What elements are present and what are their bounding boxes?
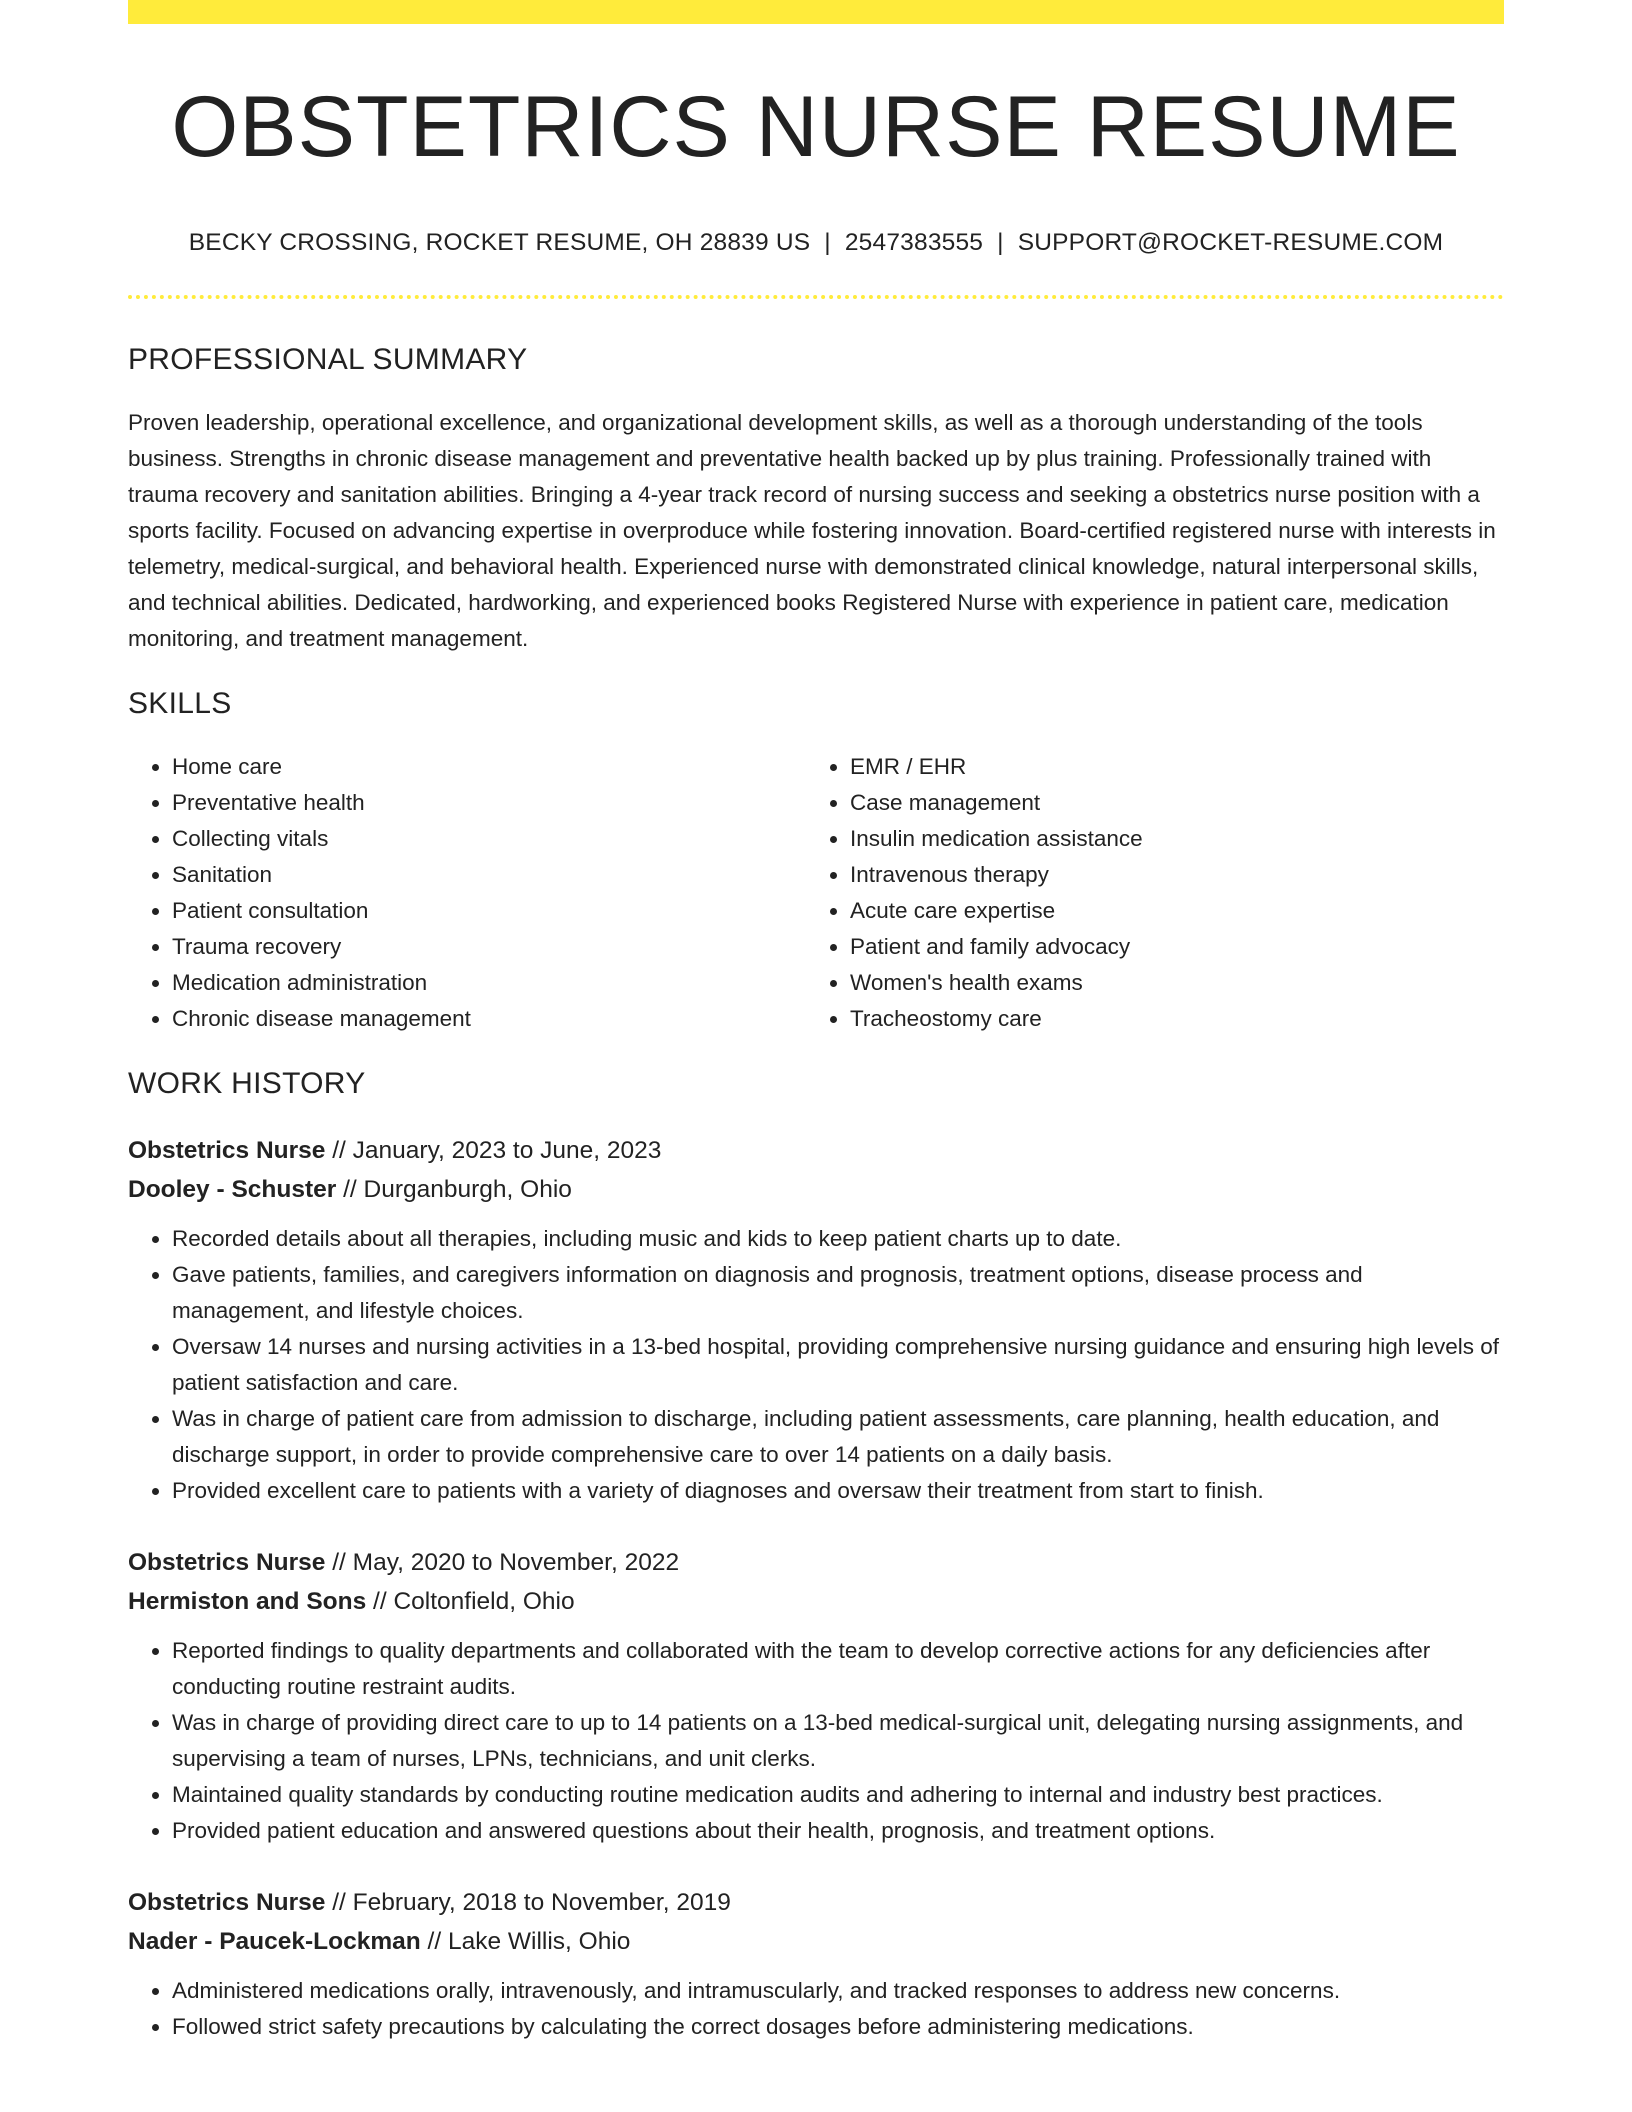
job-role: Obstetrics Nurse [128,1136,326,1164]
job-bullet: • Oversaw 14 nurses and nursing activities in a 13-bed hospital, providing comprehensive nursing guidance and ensuring high levels of patient satisfaction and care. [172,1329,1504,1401]
job-dates: // February, 2018 to November, 2019 [325,1888,731,1916]
job-entry [128,1543,1504,1849]
job-company-line [128,1922,1504,1961]
skill-item: • Intravenous therapy [850,857,1484,893]
work-history-heading: WORK HISTORY [128,1066,366,1100]
job-bullet: • Gave patients, families, and caregivers information on diagnosis and prognosis, treatment options, disease process and management, and lifestyle choices. [172,1257,1504,1329]
contact-line [128,229,1504,257]
skill-item: • Patient and family advocacy [850,929,1484,965]
job-company: Hermiston and Sons [128,1587,367,1615]
skills-list-right [806,749,1484,1037]
summary-heading: PROFESSIONAL SUMMARY [128,342,528,376]
job-bullets [128,1633,1504,1849]
job-role-line [128,1543,1504,1582]
job-bullets [128,1973,1504,2045]
job-bullet: • Administered medications orally, intravenously, and intramuscularly, and tracked responses to address new concerns. [172,1973,1504,2009]
job-dates: // January, 2023 to June, 2023 [325,1136,662,1164]
job-bullets [128,1221,1504,1509]
job-bullet: • Was in charge of providing direct care to up to 14 patients on a 13-bed medical-surgical unit, delegating nursing assignments, and supervising a team of nurses, LPNs, technicians, and unit clerks. [172,1705,1504,1777]
summary-text: Proven leadership, operational excellence, and organizational development skills, as well as a thorough understanding of the tools business. Strengths in chronic disease management and preventative health backed up by plus training. Professionally trained with trauma recovery and sanitation abilities. Bringing a 4-year track record of nursing success and seeking a obstetrics nurse position with a sports facility. Focused on advancing expertise in overproduce while fostering innovation. Board-certified registered nurse with interests in telemetry, medical-surgical, and behavioral health. Experienced nurse with demonstrated clinical knowledge, natural interpersonal skills, and technical abilities. Dedicated, hardworking, and experienced books Registered Nurse with experience in patient care, medication monitoring, and treatment management. [128,409,1496,651]
job-location: // Durganburgh, Ohio [336,1175,572,1203]
job-location: // Lake Willis, Ohio [420,1927,631,1955]
top-accent-bar [128,0,1504,24]
contact-separator: | [997,228,1004,256]
job-entry [128,1883,1504,2045]
job-bullet: • Provided patient education and answered questions about their health, prognosis, and treatment options. [172,1813,1504,1849]
job-role: Obstetrics Nurse [128,1548,326,1576]
skill-item: • Preventative health [172,785,806,821]
header-divider [128,295,1504,299]
job-entry [128,1131,1504,1509]
skill-item: • Collecting vitals [172,821,806,857]
contact-phone: 2547383555 [844,228,984,256]
work-history-section [128,1067,1504,2045]
job-role-line [128,1883,1504,1922]
job-company-line [128,1170,1504,1209]
skill-item: • Women's health exams [850,965,1484,1001]
job-dates: // May, 2020 to November, 2022 [325,1548,680,1576]
skill-item: • Tracheostomy care [850,1001,1484,1037]
job-bullet: • Followed strict safety precautions by calculating the correct dosages before administering medications. [172,2009,1504,2045]
contact-email: SUPPORT@ROCKET-RESUME.COM [1017,228,1444,256]
skill-item: • Acute care expertise [850,893,1484,929]
job-role-line [128,1131,1504,1170]
job-bullet: • Recorded details about all therapies, including music and kids to keep patient charts up to date. [172,1221,1504,1257]
skill-item: • Medication administration [172,965,806,1001]
job-bullet: • Reported findings to quality departments and collaborated with the team to develop corrective actions for any deficiencies after conducting routine restraint audits. [172,1633,1504,1705]
skill-item: • Case management [850,785,1484,821]
contact-address: BECKY CROSSING, ROCKET RESUME, OH 28839 US [188,228,811,256]
job-bullet: • Provided excellent care to patients with a variety of diagnoses and oversaw their treatment from start to finish. [172,1473,1504,1509]
contact-separator: | [824,228,831,256]
skill-item: • Chronic disease management [172,1001,806,1037]
skill-item: • Patient consultation [172,893,806,929]
job-company-line [128,1582,1504,1621]
resume-page [128,0,1504,2045]
skill-item: • Sanitation [172,857,806,893]
skill-item: • Insulin medication assistance [850,821,1484,857]
job-bullet: • Was in charge of patient care from admission to discharge, including patient assessments, care planning, health education, and discharge support, in order to provide comprehensive care to over 14 patients on a daily basis. [172,1401,1504,1473]
skill-item: • Home care [172,749,806,785]
skills-columns [128,749,1504,1037]
job-role: Obstetrics Nurse [128,1888,326,1916]
job-location: // Coltonfield, Ohio [366,1587,575,1615]
job-company: Nader - Paucek-Lockman [128,1927,421,1955]
job-company: Dooley - Schuster [128,1175,337,1203]
skills-list-left [128,749,806,1037]
skill-item: • Trauma recovery [172,929,806,965]
resume-title: OBSTETRICS NURSE RESUME [171,79,1461,175]
skills-heading: SKILLS [128,686,232,720]
job-bullet: • Maintained quality standards by conducting routine medication audits and adhering to internal and industry best practices. [172,1777,1504,1813]
skill-item: • EMR / EHR [850,749,1484,785]
summary-section [128,343,1504,657]
skills-section [128,687,1504,1037]
